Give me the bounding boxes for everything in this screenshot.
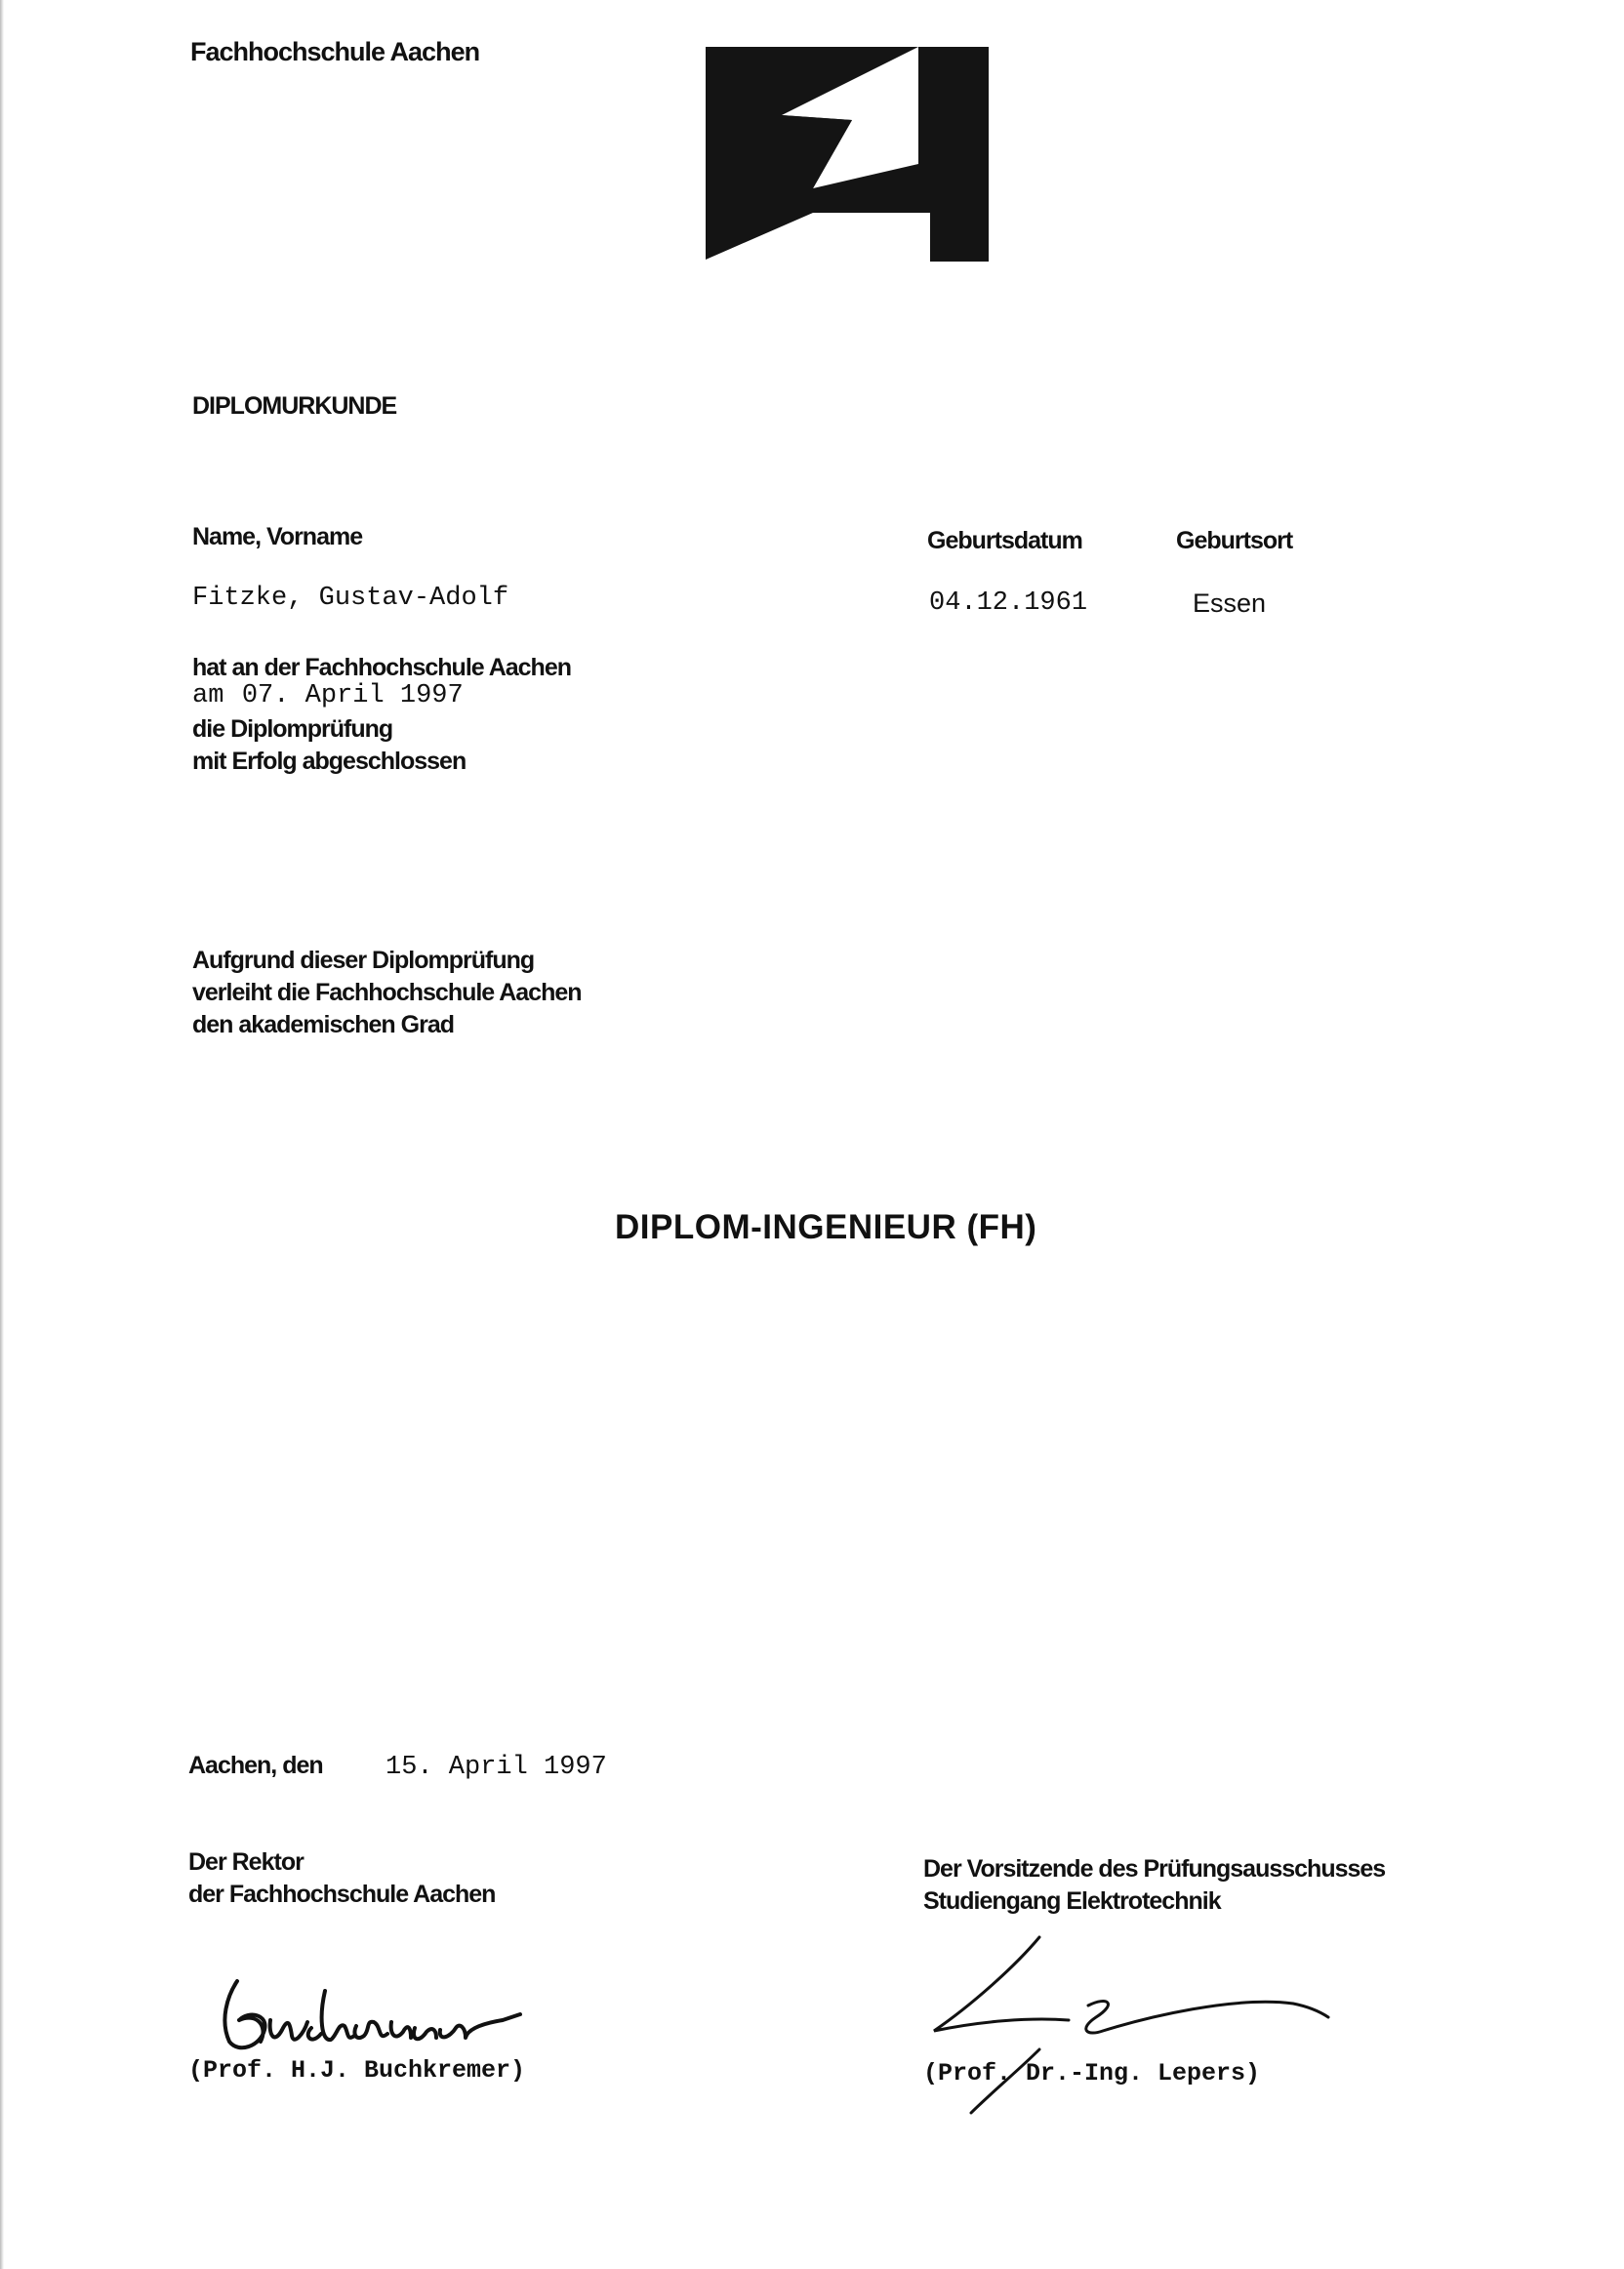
institution-name: Fachhochschule Aachen [190,37,480,66]
rector-name: (Prof. H.J. Buchkremer) [188,2056,526,2085]
rector-title [188,1846,495,1911]
name-value: Fitzke, Gustav-Adolf [192,584,509,613]
exam-statement [192,652,571,778]
exam-line-1: hat an der Fachhochschule Aachen [192,654,572,681]
place-date-value: 15. April 1997 [386,1753,607,1782]
name-label: Name, Vorname [192,523,363,550]
chair-title-line-1: Der Vorsitzende des Prüfungsausschusses [923,1855,1386,1883]
chair-title-line-2: Studiengang Elektrotechnik [923,1887,1221,1915]
rector-title-line-1: Der Rektor [188,1848,304,1876]
exam-line-4: mit Erfolg abgeschlossen [192,748,467,775]
exam-line-3: die Diplomprüfung [192,715,393,743]
rector-signature [210,1952,532,2059]
exam-am-label: am [192,681,224,710]
chair-title [923,1853,1385,1918]
grant-line-2: verleiht die Fachhochschule Aachen [192,979,582,1006]
birthplace-label: Geburtsort [1176,527,1293,554]
fh-aachen-logo [706,47,989,262]
grant-line-3: den akademischen Grad [192,1011,455,1038]
chair-signature [922,1927,1371,2123]
exam-date: 07. April 1997 [241,681,464,710]
grant-line-1: Aufgrund dieser Diplomprüfung [192,947,535,974]
chair-name: (Prof. Dr.-Ing. Lepers) [923,2059,1261,2087]
document-title: DIPLOMURKUNDE [192,392,397,420]
grant-statement [192,945,582,1041]
rector-title-line-2: der Fachhochschule Aachen [188,1881,496,1908]
exam-date-line [192,680,571,713]
scan-edge [0,0,4,2269]
academic-degree: DIPLOM-INGENIEUR (FH) [615,1208,1037,1246]
birthplace-value: Essen [1193,588,1267,618]
place-date-label: Aachen, den [188,1752,323,1779]
birthdate-value: 04.12.1961 [929,588,1088,618]
birthdate-label: Geburtsdatum [927,527,1082,554]
